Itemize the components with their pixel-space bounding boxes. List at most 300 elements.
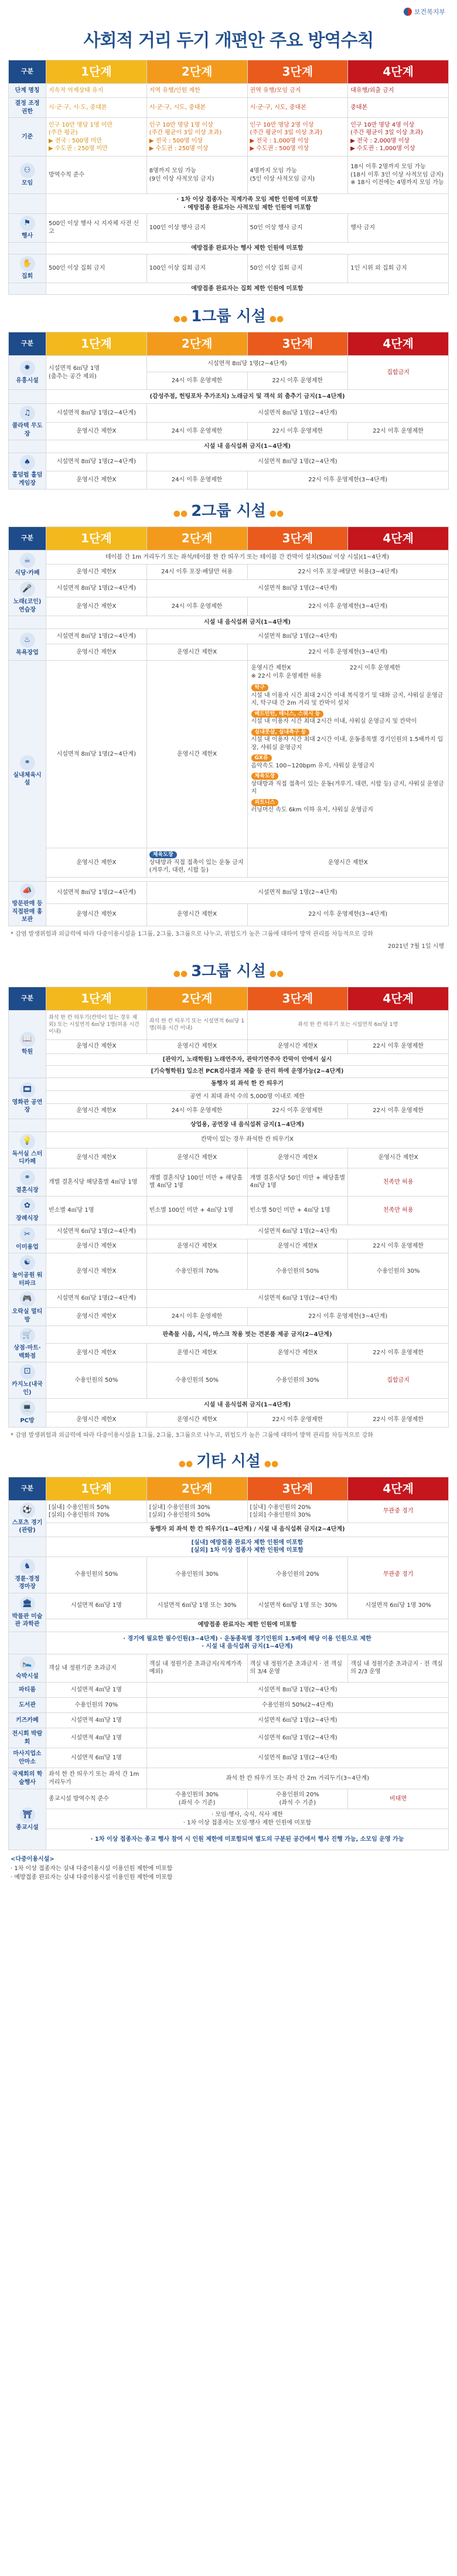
note-rally: 예방접종 완료자는 집회 제한 인원에 미포함 xyxy=(46,283,449,295)
row-head-conference: 국제회의 학술행사 xyxy=(12,1771,43,1786)
cell: 수용인원의 30% xyxy=(146,1557,247,1593)
row-head-massage: 마사지업소 안마소 xyxy=(13,1751,42,1765)
gubun-header: 구분 xyxy=(9,332,46,356)
row-head-name: 단계 명칭 xyxy=(9,84,46,98)
level-4-header: 4단계 xyxy=(348,987,449,1010)
row-head-race: 경륜·경정 경마장 xyxy=(15,1575,40,1590)
group3-footnote: * 감염 발생위험과 외급력에 따라 다중이용시설을 1그룹, 2그룹, 3그룹으로 나누고, 위험도가 높은 그룹에 대하여 방역 관리를 차등적으로 강화 xyxy=(11,1432,373,1439)
note-study-2: 상업용, 공연장 내 음식섭취 금지(1~4단계) xyxy=(46,1119,449,1131)
cell: 운영시간 제한X xyxy=(46,1253,147,1290)
group2-table-wrap xyxy=(8,526,449,926)
sports-rule-tag: 체육도장 xyxy=(149,851,177,858)
academy-top-1: 좌석 한 칸 띄우기(칸막이 있는 경우 제외) 또는 시설면적 6㎡당 1명(허용 시간 이내) xyxy=(46,1010,147,1039)
note-academy-2: [기숙형학원] 입소전 PCR검사결과 제출 등 관리 하에 운영가능(2~4단계) xyxy=(46,1066,449,1078)
cell: 운영시간 제한X xyxy=(46,565,147,580)
note-mart: 판촉물 시음, 시식, 마스크 착용 벗는 견본품 제공 금지(2~4단계) xyxy=(46,1326,449,1344)
sports-item-text: 음악속도 100~120bpm 유지, 샤워실 운영금지 xyxy=(251,762,374,769)
cell: 비대면 xyxy=(348,1789,449,1809)
row-head-religion: 종교시설 xyxy=(16,1824,39,1831)
row-head-kids-cafe: 키즈카페 xyxy=(16,1717,39,1724)
cell: 운영시간 제한X xyxy=(46,1343,147,1362)
cell: 운영시간 제한X xyxy=(146,1039,247,1053)
cell: 객실 내 정원기준 초과금지 xyxy=(46,1654,147,1683)
cell: 대유행/외출 금지 xyxy=(348,84,449,98)
note-church: · 모임·행사, 숙식, 식사 제한 · 1차 이상 접종자는 모임·행사 제한 인원에 미포함 xyxy=(46,1809,449,1829)
row-head-exhibition: 전시회 박람회 xyxy=(12,1731,43,1745)
group3-title: ●● 3그룹 시설 ●● xyxy=(173,962,284,980)
cell: 100인 이상 집회 금지 xyxy=(146,254,247,283)
cell: 인구 10만 명당 1명 미만 (주간 평균) ▶ 전국 : 500명 미만 ▶ 수도권 : 250명 미만 xyxy=(46,118,147,157)
cell: 22시 이후 운영제한 xyxy=(348,1039,449,1053)
sports-item-tag: 실내풋살, 실내축구 등 xyxy=(251,729,310,736)
cell: 운영시간 제한X xyxy=(46,903,147,926)
cafe-cup-icon: ☕ xyxy=(20,553,35,568)
note-study: 칸막이 있는 경우 좌석한 칸 띄우기X xyxy=(46,1131,449,1148)
note-pc: 시설 내 음식섭취 금지(1~4단계) xyxy=(46,1399,449,1412)
group1-title: ●● 1그룹 시설 ●● xyxy=(173,308,284,325)
cell: 22시 이후 운영제한 xyxy=(247,423,348,440)
cell: 운영시간 제한X xyxy=(247,848,449,878)
sports-item-text: 러닝머신 속도 6km 이하 유지, 샤워실 운영금지 xyxy=(251,807,373,813)
cell: 시설면적 4㎡당 1명 xyxy=(46,1683,147,1698)
row-head-sports: 실내체육시설 xyxy=(13,772,42,786)
note-bath-d2: 시설면적 8㎡당 1명(2~4단계) xyxy=(146,882,448,904)
cell: 수용인원의 30% xyxy=(348,1253,449,1290)
row-head-museum: 박물관 미술관 과학관 xyxy=(12,1613,43,1627)
gubun-header: 구분 xyxy=(9,987,46,1010)
note-food-g2: 시설 내 음식섭취 금지(1~4단계) xyxy=(46,616,449,629)
cell: [실내] 수용인원의 30% [실외] 수용인원의 50% xyxy=(146,1500,247,1523)
gubun-header: 구분 xyxy=(9,60,46,84)
cell: 시설면적 6㎡당 1명(2~4단계) xyxy=(146,1713,448,1728)
row-head-holdem: 홀덤펍 홀덤게임장 xyxy=(12,472,43,487)
cell: 운영시간 제한X xyxy=(247,1148,348,1168)
group1-title-text: 1그룹 시설 xyxy=(191,308,266,325)
dumbbell-icon: ⚭ xyxy=(20,755,35,770)
level-4-header: 4단계 xyxy=(348,1477,449,1500)
megaphone-icon: 📣 xyxy=(20,883,35,899)
row-head-pc: PC방 xyxy=(20,1418,35,1424)
cell: 시설면적 6㎡당 1명 xyxy=(46,1748,147,1768)
cell: 개별 결혼식당 100인 미만 + 해당홀별 4㎡당 1명 xyxy=(146,1168,247,1197)
note-bath-k2: 시설면적 8㎡당 1명(2~4단계) xyxy=(146,580,448,597)
dance-icon: ♫ xyxy=(20,406,35,421)
sports-item xyxy=(251,684,445,708)
cell: 운영시간 제한X xyxy=(247,1343,348,1362)
film-icon: 🎞 xyxy=(20,1082,35,1097)
sports-item xyxy=(251,754,445,770)
level-3-header: 3단계 xyxy=(247,60,348,84)
cell: 22시 이후 운영제한 xyxy=(348,1343,449,1362)
cell: 운영시간 제한X xyxy=(146,1239,247,1253)
note-hold-1: 시설면적 8㎡당 1명(2~4단계) xyxy=(46,404,147,423)
cell: 지역 유행/인원 제한 xyxy=(146,84,247,98)
cell: 운영시간 제한X xyxy=(46,1039,147,1053)
cell: 22시 이후 포장·배달만 허용(3~4단계) xyxy=(247,565,449,580)
ministry-mark xyxy=(404,7,445,16)
cell: 집합금지 xyxy=(348,1362,449,1399)
level-3-header: 3단계 xyxy=(247,987,348,1010)
cell: 22시 이후 운영제한(3~4단계) xyxy=(247,471,449,490)
cell: 24시 이후 운영제한 xyxy=(146,597,247,616)
event-icon: ⚑ xyxy=(20,216,35,231)
academy-top-3: 좌석 한 칸 띄우기 또는 시설면적 6㎡당 1명 xyxy=(247,1010,449,1039)
sports-item-tag: 체육도장 xyxy=(251,773,279,780)
group3-title-text: 3그룹 시설 xyxy=(191,962,266,980)
cell: 22시 이후 운영제한 xyxy=(247,372,348,390)
horse-icon: ♞ xyxy=(20,1559,35,1574)
cell: 8명까지 모임 가능 (9인 이상 사적모임 금지) xyxy=(146,157,247,194)
note-church-2: · 1차 이상 접종자는 종교 행사 참여 시 인원 제한에 미포함되며 별도의 구분된 공간에서 행사 진행 가능, 소모임 운영 가능 xyxy=(46,1829,449,1850)
cell: 22시 이후 운영제한 xyxy=(348,423,449,440)
cell: 4명까지 모임 가능 (5인 이상 사적모임 금지) xyxy=(247,157,348,194)
cell: 수용인원의 50%(2~4단계) xyxy=(146,1698,448,1713)
cell: 수용인원의 30% (좌석 수 기준) xyxy=(146,1789,247,1809)
group3-table-wrap xyxy=(8,987,449,1428)
row-head-cinema: 영화관 공연장 xyxy=(12,1099,43,1113)
cell: 좌석 한 칸 띄우기 또는 좌석 간 1m 거리두기 xyxy=(46,1768,147,1789)
book-icon: 📖 xyxy=(20,1032,35,1047)
others-table-wrap xyxy=(8,1477,449,1851)
cell: 100인 이상 행사 금지 xyxy=(146,214,247,243)
note-museum: [실내] 예방접종 완료자 제한 인원에 미포함 [실외] 1차 이상 접종자 제한 인원에 미포함 xyxy=(46,1537,449,1557)
others-table xyxy=(8,1477,449,1851)
note-cafe: 테이블 간 1m 거리두기 또는 좌석/테이블 한 칸 띄우기 또는 테이블 간 칸막이 설치(50㎡ 이상 시설)(1~4단계) xyxy=(46,550,449,565)
note-hold-3: 시설면적 8㎡당 1명(2~4단계) xyxy=(46,453,147,471)
cell: 집합금지 xyxy=(348,356,449,390)
cell: 수용인원의 50% xyxy=(247,1253,348,1290)
row-head-amusement: 놀이공원 워터파크 xyxy=(12,1272,43,1287)
cell: 운영시간 제한X xyxy=(146,1412,247,1427)
sports-item-text: 상대방과 직접 접촉이 있는 운동(겨루기, 대련, 시합 등) 금지, 샤워실 운영금지 xyxy=(251,780,444,795)
cell: 운영시간 제한X xyxy=(46,1308,147,1326)
cell: 운영시간 제한X xyxy=(46,471,147,490)
cell: 50인 이상 행사 금지 xyxy=(247,214,348,243)
note-movie-2: 공연 시 최대 좌석 수의 5,000명 이내로 제한 xyxy=(46,1090,449,1103)
cell: 수용인원의 70% xyxy=(46,1698,147,1713)
cell: 운영시간 제한X xyxy=(46,423,147,440)
cell: 22시 이후 운영제한 xyxy=(348,1412,449,1427)
row-head-authority: 결정 조정 권한 xyxy=(9,98,46,118)
row-head-funeral: 장례식장 xyxy=(16,1215,39,1222)
cell: 종교시설 방역수칙 준수 xyxy=(46,1789,147,1809)
cell: 인구 10만 명당 4명 이상 (주간 평균이 3일 이상 초과) ▶ 전국 : 2,000명 이상 ▶ 수도권 : 1,000명 이상 xyxy=(348,118,449,157)
others-title: ●● 기타 시설 ●● xyxy=(178,1452,279,1470)
level-3-header: 3단계 xyxy=(247,527,348,550)
top-bar xyxy=(0,0,457,23)
row-head-colatec: 콜라텍 무도장 xyxy=(12,423,43,437)
cell: 수용인원의 50% xyxy=(146,1362,247,1399)
cell: 1인 시위 외 집회 금지 xyxy=(348,254,449,283)
cell: 객실 내 정원기준 초과금지(직계가족 예외) xyxy=(146,1654,247,1683)
gubun-header: 구분 xyxy=(9,527,46,550)
row-head-direct-sales: 방문판매 등 직접판매 홍보관 xyxy=(12,900,43,923)
row-head-mart: 상점·마트·백화점 xyxy=(13,1345,41,1360)
disco-ball-icon: ✸ xyxy=(20,361,35,376)
cell: 친족만 허용 xyxy=(348,1197,449,1225)
note-gathering: · 1차 이상 접종자는 직계가족 모임 제한 인원에 미포함 · 예방접종 완료자는 사적모임 제한 인원에 미포함 xyxy=(46,194,449,214)
note-sports: 동행자 외 좌석 한 칸 띄우기(1~4단계) / 시설 내 음식섭취 금지(2~4단계) xyxy=(46,1523,449,1537)
sports-lv4-text: 22시 이후 운영제한 xyxy=(349,665,401,671)
cell: 빈소별 50인 미만 + 4㎡당 1명 xyxy=(247,1197,348,1225)
cell: 인구 10만 명당 2명 이상 (주간 평균이 3일 이상 초과) ▶ 전국 : 1,000명 이상 ▶ 수도권 : 500명 이상 xyxy=(247,118,348,157)
cell: 객실 내 정원기준 초과금지 · 전 객실의 3/4 운영 xyxy=(247,1654,348,1683)
cell: 24시 이후 포장·배달만 허용 xyxy=(146,565,247,580)
sports-item xyxy=(251,798,445,814)
shopping-cart-icon: 🛒 xyxy=(20,1328,35,1343)
level-2-header: 2단계 xyxy=(146,332,247,356)
cell: 좌석 한 칸 띄우기 또는 좌석 간 2m 거리두기(3~4단계) xyxy=(146,1768,448,1789)
cell: 시·군·구, 시·도, 중대본 xyxy=(46,98,147,118)
cell: 방역수칙 준수 xyxy=(46,157,147,194)
row-head-study: 독서실 스터디카페 xyxy=(12,1150,43,1165)
level-1-header: 1단계 xyxy=(46,332,147,356)
cell: 운영시간 제한X xyxy=(46,644,147,661)
cell: 개별 결혼식당 해당홀별 4㎡당 1명 xyxy=(46,1168,147,1197)
sports-detail xyxy=(247,661,449,848)
level-1-header: 1단계 xyxy=(46,60,147,84)
cell: 시·군·구, 시도, 중대본 xyxy=(247,98,348,118)
row-head-library: 도서관 xyxy=(19,1701,36,1708)
sports-lv3-text: 운영시간 제한X ※ 22시 이후 운영제한 허용 xyxy=(251,665,322,679)
cell: 24시 이후 운영제한 xyxy=(146,1103,247,1119)
sports-item-text: 시설 내 이용자 시간 최대 2시간 이내 복식경기 및 대화 금지, 샤워실 운영금지, 탁구대 간 2m 거리 및 칸막이 설치 xyxy=(251,692,444,706)
row-head-gathering: 모임 xyxy=(21,179,33,186)
cell: 행사 금지 xyxy=(348,214,449,243)
cell: 시설면적 8㎡당 1명(2~4단계) xyxy=(146,1748,448,1768)
cell: [실내] 수용인원의 20% [실외] 수용인원의 30% xyxy=(247,1500,348,1523)
cell: [실내] 수용인원의 50% [실외] 수용인원의 70% xyxy=(46,1500,147,1523)
row-head-wedding: 결혼식장 xyxy=(16,1187,39,1194)
row-head-arcade: 오락실 멀티방 xyxy=(12,1309,43,1323)
cell: 운영시간 제한X xyxy=(146,1148,247,1168)
cell: 시설면적 6㎡당 1명 또는 30% xyxy=(146,1593,247,1619)
row-head-entertainment: 유흥시설 xyxy=(16,377,39,384)
cell: 수용인원의 20% (좌석 수 기준) xyxy=(247,1789,348,1809)
group3-table xyxy=(8,987,449,1428)
ring-icon: ⚭ xyxy=(20,1170,35,1185)
cell: 인구 10만 명당 1명 이상 (주간 평균이 3일 이상 초과) ▶ 전국 : 500명 이상 ▶ 수도권 : 250명 이상 xyxy=(146,118,247,157)
page-title xyxy=(0,23,457,60)
cell: 운영시간 제한X xyxy=(247,1039,348,1053)
museum-icon: 🏛 xyxy=(20,1596,35,1612)
cell: 24시 이후 운영제한 xyxy=(146,372,247,390)
page-title-text: 사회적 거리 두기 개편안 주요 방역수칙 xyxy=(83,30,374,51)
note-amuse-h1: 시설면적 6㎡당 1명(2~4단계) xyxy=(46,1225,147,1239)
level-4-header: 4단계 xyxy=(348,332,449,356)
cards-icon: ♠ xyxy=(20,455,35,470)
government-logo-icon xyxy=(404,8,412,16)
level-2-header: 2단계 xyxy=(146,60,247,84)
dice-icon: ⚀ xyxy=(20,1364,35,1379)
cell: 시설면적 4㎡당 1명 xyxy=(46,1728,147,1748)
note-bath-s1: 시설면적 8㎡당 1명(2~4단계) xyxy=(46,661,147,848)
bottom-notes xyxy=(11,1855,446,1882)
note-amuse-h2: 시설면적 6㎡당 1명(2~4단계) xyxy=(146,1225,448,1239)
cell: 운영시간 제한X xyxy=(146,644,247,661)
cell: 수용인원의 30% xyxy=(247,1362,348,1399)
note-museum-2: 예방접종 완료자는 제한 인원에 미포함 xyxy=(46,1619,449,1632)
bottom-notes-title: <다중이용시설> xyxy=(11,1856,54,1863)
sports-item-text: 시설 내 이용자 시간 최대 2시간 이내, 샤워실 운영금지 및 칸막이 xyxy=(251,718,417,725)
group2-title: ●● 2그룹 시설 ●● xyxy=(173,502,284,520)
cell: 22시 이후 운영제한 xyxy=(348,1239,449,1253)
church-icon: ⛩ xyxy=(20,1807,35,1823)
sports-item-text: 시설 내 이용자 시간 최대 2시간 이내, 운동종목별 경기인원의 1.5배까지 입장, 샤워실 운영금지 xyxy=(251,736,444,751)
cell: 수용인원의 70% xyxy=(146,1253,247,1290)
cell: 500인 이상 행사 시 지자체 사전 신고 xyxy=(46,214,147,243)
level-1-header: 1단계 xyxy=(46,527,147,550)
note-amuse-a2: 시설면적 6㎡당 1명(2~4단계) xyxy=(146,1290,448,1308)
cell: 운영시간 제한X xyxy=(46,1412,147,1427)
note-bath-k1: 시설면적 8㎡당 1명(2~4단계) xyxy=(46,580,147,597)
cell: 24시 이후 운영제한 xyxy=(146,1308,247,1326)
cell: 운영시간 제한X xyxy=(46,1103,147,1119)
note-amuse-a1: 시설면적 6㎡당 1명(2~4단계) xyxy=(46,1290,147,1308)
cell: 친족만 허용 xyxy=(348,1168,449,1197)
group2-title-text: 2그룹 시설 xyxy=(191,502,266,520)
note-party: 시설면적 8㎡당 1명(2~4단계) xyxy=(146,1683,448,1698)
cell: 수용인원의 20% xyxy=(247,1557,348,1593)
gamepad-icon: 🎮 xyxy=(20,1292,35,1307)
group1-table xyxy=(8,332,449,490)
row-head-lodging: 숙박시설 xyxy=(16,1673,39,1680)
cell: 22시 이후 운영제한 xyxy=(247,1103,348,1119)
level-4-header: 4단계 xyxy=(348,527,449,550)
overview-table xyxy=(8,60,449,295)
note-bath-b2: 시설면적 8㎡당 1명(2~4단계) xyxy=(146,629,448,644)
group1-table-wrap xyxy=(8,332,449,490)
level-1-header: 1단계 xyxy=(46,987,147,1010)
row-head-academy: 학원 xyxy=(21,1048,33,1055)
note-hold-2: 시설면적 8㎡당 1명(2~4단계) xyxy=(146,404,448,423)
cell: 시설면적 4㎡당 1명 xyxy=(46,1713,147,1728)
row-head-sports-game: 스포츠 경기(관람) xyxy=(12,1519,43,1534)
cell: 지속적 억제상태 유지 xyxy=(46,84,147,98)
cell: 50인 이상 집회 금지 xyxy=(247,254,348,283)
cell: 500인 이상 집회 금지 xyxy=(46,254,147,283)
sports-item-tag: 탁구 xyxy=(251,684,268,691)
bath-icon: ♨ xyxy=(20,633,35,648)
cell: 시설면적 6㎡당 1명 30% xyxy=(348,1593,449,1619)
sports-item xyxy=(251,710,445,726)
group2-footnote: * 감염 발생위험과 외급력에 따라 다중이용시설을 1그룹, 2그룹, 3그룹으로 나누고, 위험도가 높은 그룹에 대하여 방역 관리를 차등적으로 강화 xyxy=(11,930,373,937)
note-bath-d1: 시설면적 8㎡당 1명(2~4단계) xyxy=(46,882,147,904)
cell: 시설면적 6㎡당 1명(2~4단계) xyxy=(146,1728,448,1748)
rally-icon: ✋ xyxy=(20,256,35,271)
level-2-header: 2단계 xyxy=(146,527,247,550)
cell: 운영시간 제한X xyxy=(146,1343,247,1362)
cell: 18시 이후 2명까지 모임 가능 (18시 이후 3인 이상 사적모임 금지) ※ 18시 이전에는 4명까지 모임 가능 xyxy=(348,157,449,194)
cell: 운영시간 제한X xyxy=(46,1148,147,1168)
cell: 무관중 경기 xyxy=(348,1500,449,1523)
row-head-rally: 집회 xyxy=(21,273,33,280)
cell: 22시 이후 운영제한(3~4단계) xyxy=(247,903,449,926)
academy-top-2: 좌석 한 칸 띄우기 또는 시설면적 6㎡당 1명(허용 시간 이내) xyxy=(146,1010,247,1039)
note-bath-b1: 시설면적 8㎡당 1명(2~4단계) xyxy=(46,629,147,644)
level-4-header: 4단계 xyxy=(348,60,449,84)
note-event: 예방접종 완료자는 행사 제한 인원에 미포함 xyxy=(46,242,449,254)
bottom-note-line: · 1차 이상 접종자는 실내 다중이용시설 이용인원 제한에 미포함 xyxy=(11,1865,173,1872)
ministry-name: 보건복지부 xyxy=(414,8,445,16)
row-head-bath: 목욕장업 xyxy=(16,649,39,656)
gubun-header: 구분 xyxy=(9,1477,46,1500)
cell: 수용인원의 50% xyxy=(46,1557,147,1593)
level-3-header: 3단계 xyxy=(247,332,348,356)
cell: 운영시간 제한X xyxy=(247,1239,348,1253)
row-head-criteria: 기준 xyxy=(9,118,46,157)
cell: 무관중 경기 xyxy=(348,1557,449,1593)
level-3-header: 3단계 xyxy=(247,1477,348,1500)
note-dance: (감성주점, 헌팅포차 추가조치) 노래금지 및 객석 외 춤추기 금지(1~4단계) xyxy=(46,390,449,404)
row-head-party: 파티룸 xyxy=(19,1686,36,1693)
flower-icon: ✿ xyxy=(20,1198,35,1214)
desk-lamp-icon: 💡 xyxy=(20,1134,35,1149)
cell: 권역 유행/모임 금지 xyxy=(247,84,348,98)
note-hold-4: 시설면적 8㎡당 1명(2~4단계) xyxy=(146,453,448,471)
note-academy-1: [관악기, 노래학원] 노래연주자, 관악기연주자 칸막이 안에서 실시 xyxy=(46,1053,449,1066)
row-head-event: 행사 xyxy=(21,233,33,239)
note-entertainment-area: 시설면적 8㎡당 1명(2~4단계) xyxy=(146,356,348,372)
cell: 24시 이후 운영제한 xyxy=(146,423,247,440)
level-1-header: 1단계 xyxy=(46,1477,147,1500)
monitor-icon: 💻 xyxy=(20,1401,35,1416)
cell: 시·군·구, 시도, 중대본 xyxy=(146,98,247,118)
sports-item-tag: 배드민턴, 테니스, 스쿼시 등 xyxy=(251,711,324,718)
cell: 운영시간 제한X xyxy=(46,597,147,616)
cell: 24시 이후 운영제한 xyxy=(146,471,247,490)
group2-table xyxy=(8,526,449,926)
sports-lv2-rule xyxy=(146,848,247,878)
sports-item-tag: 피트니스 xyxy=(251,799,279,806)
cell: 수용인원의 50% xyxy=(46,1362,147,1399)
cell: 중대본 xyxy=(348,98,449,118)
cell: 운영시간 제한X xyxy=(46,848,147,878)
cell: 개별 결혼식당 50인 미만 + 해당홀별 4㎡당 1명 xyxy=(247,1168,348,1197)
stadium-icon: ⚽ xyxy=(20,1503,35,1518)
sports-rule-text: 상대방과 직접 접촉이 있는 운동 금지(겨루기, 대련, 시합 등) xyxy=(149,859,244,874)
row-head-restaurant: 식당·카페 xyxy=(15,569,40,576)
note-movie-1: 동행자 외 좌석 한 칸 띄우기 xyxy=(46,1078,449,1090)
row-head-hair: 이미용업 xyxy=(16,1243,39,1250)
cell: 운영시간 제한X xyxy=(46,1239,147,1253)
cell: 운영시간 제한X xyxy=(146,661,247,848)
people-group-icon: ⚇ xyxy=(20,163,35,178)
microphone-icon: 🎤 xyxy=(20,582,35,597)
note-food-g1: 시설 내 음식섭취 금지(1~4단계) xyxy=(46,440,449,453)
bottom-note-line: · 예방접종 완료자는 실내 다중이용시설 이용인원 제한에 미포함 xyxy=(11,1874,173,1881)
cell: 빈소별 4㎡당 1명 xyxy=(46,1197,147,1225)
cell: 22시 이후 운영제한 xyxy=(348,1103,449,1119)
sports-item xyxy=(251,728,445,752)
cell: 22시 이후 운영제한(3~4단계) xyxy=(247,644,449,661)
cell: 운영시간 제한X xyxy=(348,1148,449,1168)
overview-table-wrap xyxy=(8,60,449,295)
note-hotel: · 경기에 필요한 필수인원(3~4단계) · 운동종목별 경기인원의 1.5배에 해당 이용 인원으로 제한 · 시설 내 음식섭취 금지(1~4단계) xyxy=(46,1632,449,1654)
level-2-header: 2단계 xyxy=(146,987,247,1010)
sports-item xyxy=(251,772,445,796)
bed-icon: 🛌 xyxy=(20,1656,35,1671)
cell: 22시 이후 운영제한(3~4단계) xyxy=(247,1308,449,1326)
level-2-header: 2단계 xyxy=(146,1477,247,1500)
cell: 운영시간 제한X xyxy=(146,903,247,926)
effective-date: 2021년 7월 1일 시행 xyxy=(387,943,444,950)
cell: 빈소별 100인 미만 + 4㎡당 1명 xyxy=(146,1197,247,1225)
row-head-karaoke: 노래(코인)연습장 xyxy=(13,599,42,613)
scissors-icon: ✂ xyxy=(20,1227,35,1242)
cell: 시설면적 6㎡당 1명 xyxy=(46,1593,147,1619)
ferris-wheel-icon: ☯ xyxy=(20,1255,35,1270)
